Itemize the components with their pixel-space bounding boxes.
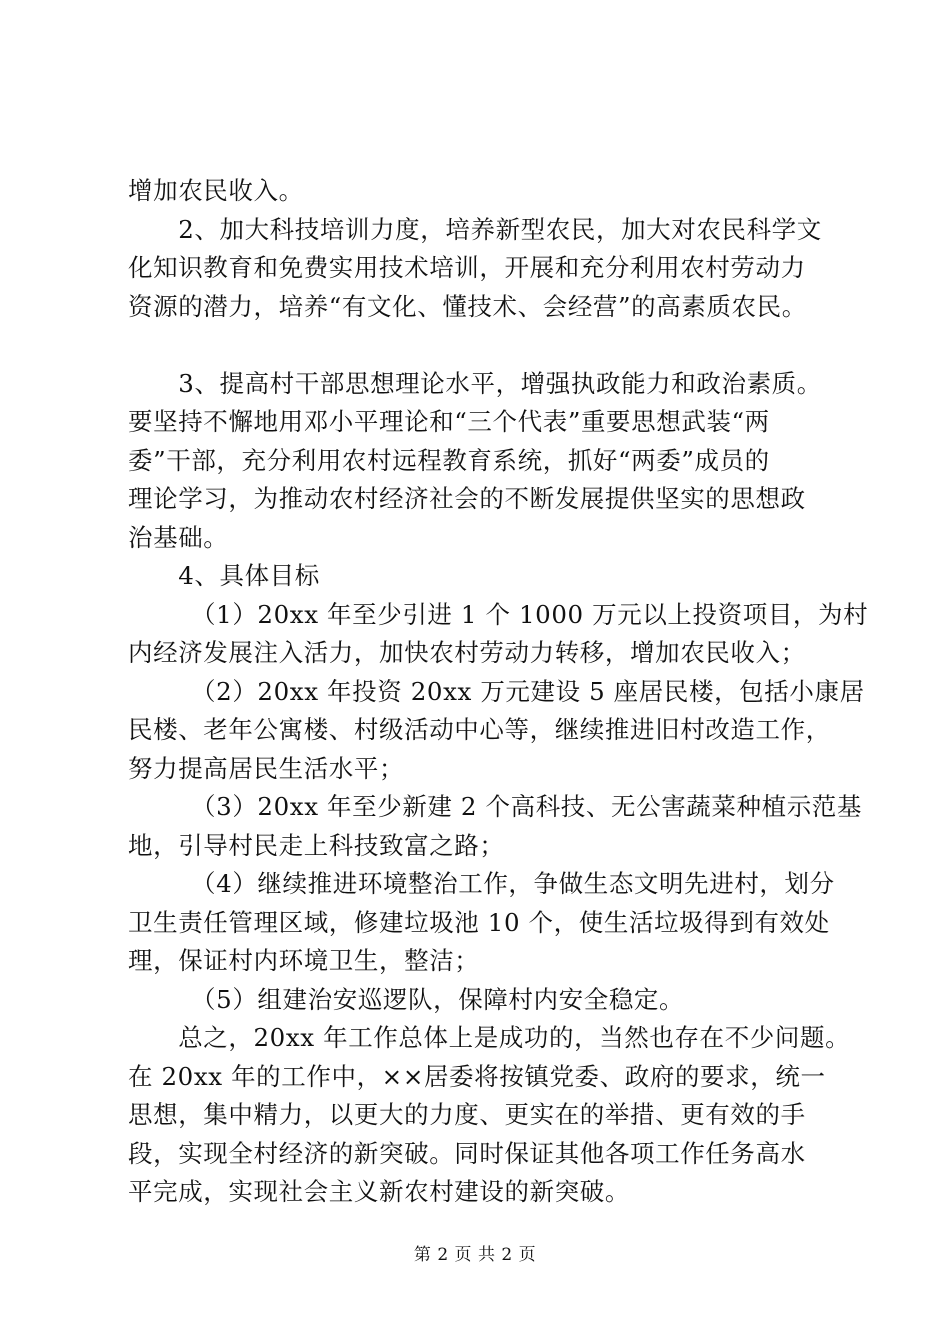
text-line: 思想，集中精力，以更大的力度、更实在的举措、更有效的手 xyxy=(128,1100,806,1129)
text-line: 平完成，实现社会主义新农村建设的新突破。 xyxy=(128,1177,630,1206)
text-line: 要坚持不懈地用邓小平理论和“三个代表”重要思想武装“两 xyxy=(128,407,770,436)
text-line: （1）20xx 年至少引进 1 个 1000 万元以上投资项目，为村 xyxy=(128,599,869,629)
text-line: （3）20xx 年至少新建 2 个高科技、无公害蔬菜种植示范基 xyxy=(128,792,862,821)
text-line: 治基础。 xyxy=(128,522,229,552)
text-line: 民楼、老年公寓楼、村级活动中心等，继续推进旧村改造工作， xyxy=(128,715,831,744)
text-line: 努力提高居民生活水平； xyxy=(128,753,405,783)
text-line: 2、加大科技培训力度，培养新型农民，加大对农民科学文 xyxy=(128,214,822,244)
text-line: 段，实现全村经济的新突破。同时保证其他各项工作任务高水 xyxy=(128,1138,806,1168)
text-line: 在 20xx 年的工作中，××居委将按镇党委、政府的要求，统一 xyxy=(128,1061,826,1091)
text-line: 委”干部，充分利用农村远程教育系统，抓好“两委”成员的 xyxy=(128,445,770,475)
text-line: 化知识教育和免费实用技术培训，开展和充分利用农村劳动力 xyxy=(128,253,806,282)
text-line: （5）组建治安巡逻队，保障村内安全稳定。 xyxy=(128,984,685,1014)
text-line: （4）继续推进环境整治工作，争做生态文明先进村，划分 xyxy=(128,869,835,898)
text-line: 总之，20xx 年工作总体上是成功的，当然也存在不少问题。 xyxy=(128,1023,851,1052)
paragraph-gap xyxy=(128,326,848,365)
text-line: 增加农民收入。 xyxy=(128,176,304,205)
page-number-footer: 第 2 页 共 2 页 xyxy=(413,1245,537,1265)
text-line: 内经济发展注入活力，加快农村劳动力转移，增加农民收入； xyxy=(128,638,806,667)
text-line: 3、提高村干部思想理论水平，增强执政能力和政治素质。 xyxy=(128,368,822,398)
text-line: 理，保证村内环境卫生，整洁； xyxy=(128,946,480,975)
text-line: 资源的潜力，培养“有文化、懂技术、会经营”的高素质农民。 xyxy=(128,291,807,321)
text-line: 地，引导村民走上科技致富之路； xyxy=(128,830,505,860)
text-line: 卫生责任管理区域，修建垃圾池 10 个，使生活垃圾得到有效处 xyxy=(128,907,830,937)
text-line: （2）20xx 年投资 20xx 万元建设 5 座居民楼，包括小康居 xyxy=(128,676,865,706)
text-line: 4、具体目标 xyxy=(128,561,320,590)
document-body xyxy=(128,172,869,1212)
text-line: 理论学习，为推动农村经济社会的不断发展提供坚实的思想政 xyxy=(128,484,806,513)
